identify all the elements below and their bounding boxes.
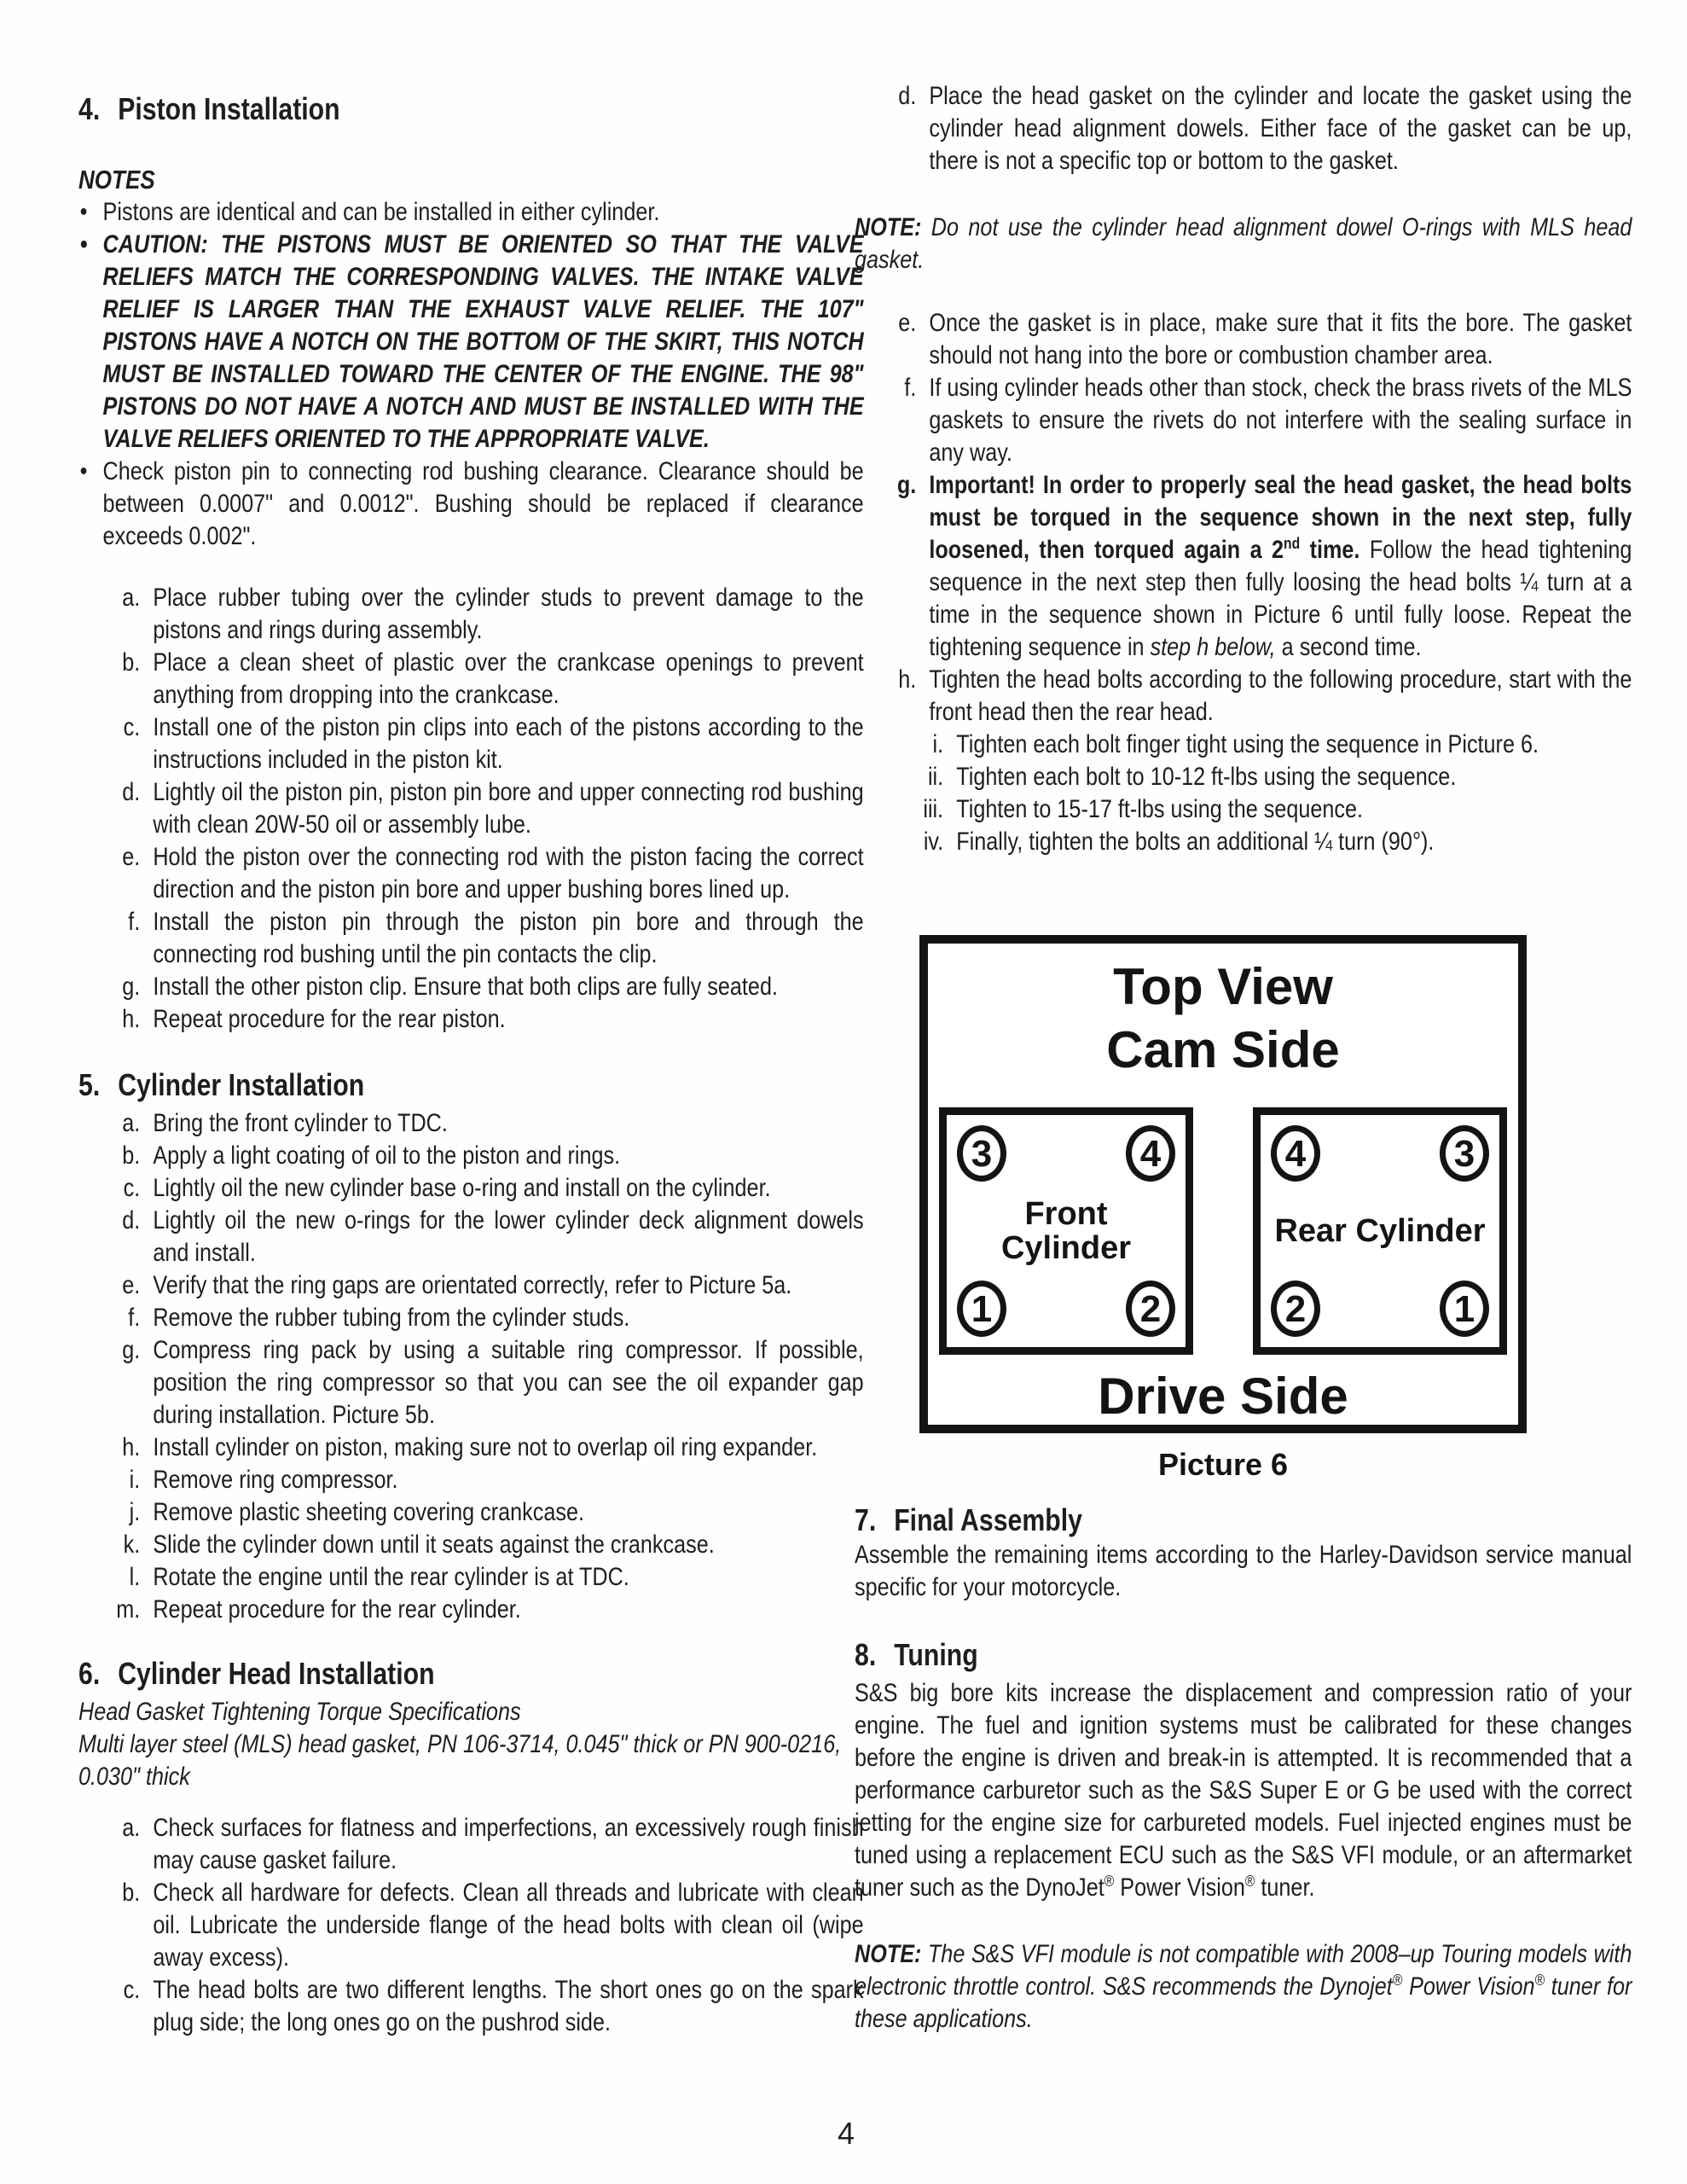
sub-step xyxy=(855,793,1632,826)
instruction-step xyxy=(78,1594,864,1626)
sub-step-text: Tighten to 15-17 ft-lbs using the sequence. xyxy=(956,795,1364,823)
note-label: NOTE: xyxy=(855,1940,922,1968)
instruction-step xyxy=(78,647,864,712)
instruction-step xyxy=(78,1974,864,2039)
step-text: Slide the cylinder down until it seats against the crankcase. xyxy=(153,1531,715,1559)
step-label: f. xyxy=(128,908,141,936)
step-label: c. xyxy=(123,713,141,741)
right-column-top xyxy=(855,80,1632,858)
sub-step xyxy=(855,729,1632,761)
step-label: e. xyxy=(898,309,917,337)
step-text: Remove the rubber tubing from the cylinder studs. xyxy=(153,1304,630,1332)
bolt-number-circle: 4 xyxy=(1126,1125,1175,1182)
right-column-bottom xyxy=(855,1502,1632,2036)
section-number: 6. xyxy=(78,1656,101,1691)
figure-caption: Picture 6 xyxy=(1157,1447,1289,1482)
sub-step-label: iv. xyxy=(923,828,944,856)
step-label: a. xyxy=(122,1109,141,1137)
instruction-step xyxy=(78,1172,864,1205)
sub-step-text: Tighten each bolt finger tight using the sequence in Picture 6. xyxy=(956,730,1539,758)
step-text-plain: a second time. xyxy=(1275,633,1422,661)
bullet-icon: • xyxy=(79,198,88,226)
instruction-step xyxy=(855,664,1632,729)
step-text: Place a clean sheet of plastic over the crankcase openings to prevent anything from dropping into the crankcase. xyxy=(153,648,864,709)
step-label: e. xyxy=(122,1271,141,1299)
torque-sequence-figure xyxy=(919,935,1527,1483)
step-label: f. xyxy=(128,1304,141,1332)
instruction-step xyxy=(78,1561,864,1594)
sub-step-label: ii. xyxy=(927,763,944,791)
section-title: Piston Installation xyxy=(118,91,340,126)
front-bottom-bolts xyxy=(957,1281,1175,1337)
instruction-step xyxy=(78,712,864,776)
instruction-step xyxy=(78,1140,864,1172)
step-label: d. xyxy=(898,82,917,110)
step-text: Remove plastic sheeting covering crankcase. xyxy=(153,1498,585,1526)
step-label: j. xyxy=(129,1498,141,1526)
section-4-steps xyxy=(78,582,864,1036)
rear-cylinder-label: Rear Cylinder xyxy=(1274,1213,1486,1249)
section-4-heading xyxy=(78,90,864,128)
note-bullet xyxy=(78,196,864,229)
step-text xyxy=(929,471,1632,661)
section-8-body xyxy=(855,1677,1632,1904)
rear-cylinder-box xyxy=(1253,1107,1507,1355)
instruction-step xyxy=(78,1003,864,1036)
step-label: h. xyxy=(122,1005,141,1033)
note-text: tuner for these applications. xyxy=(855,1972,1632,2033)
step-text-italic: step h below, xyxy=(1150,633,1276,661)
bolt-number-circle: 3 xyxy=(1440,1125,1489,1182)
section-7-body: Assemble the remaining items according to the Harley-Davidson service manual specific for your motorcycle. xyxy=(855,1541,1632,1601)
instruction-step xyxy=(78,582,864,647)
instruction-step-important xyxy=(855,469,1632,664)
drive-side-label: Drive Side xyxy=(1098,1368,1348,1425)
body-text: Power Vision xyxy=(1114,1873,1245,1902)
section-6-heading xyxy=(78,1655,864,1693)
note-bullet xyxy=(78,456,864,553)
sub-step-label: i. xyxy=(932,730,944,758)
section-6-steps xyxy=(78,1812,864,2039)
step-label: g. xyxy=(896,471,917,499)
bullet-text: Pistons are identical and can be installed in either cylinder. xyxy=(102,198,660,226)
figure-title-line2: Cam Side xyxy=(1106,1021,1340,1078)
rear-top-bolts xyxy=(1271,1125,1489,1182)
section-number: 8. xyxy=(855,1637,877,1672)
sub-step xyxy=(855,826,1632,858)
step-text: Rotate the engine until the rear cylinder is at TDC. xyxy=(153,1563,629,1591)
section-number: 7. xyxy=(855,1502,877,1537)
step-text: Install the other piston clip. Ensure that both clips are fully seated. xyxy=(153,973,778,1001)
instruction-step xyxy=(855,307,1632,372)
step-text: Hold the piston over the connecting rod with the piston facing the correct direction and the piston pin bore and upper bushing bores lined up. xyxy=(153,843,864,903)
instruction-step xyxy=(78,1334,864,1432)
step-label: e. xyxy=(122,843,141,871)
step-label: k. xyxy=(123,1531,141,1559)
step-text: Install the piston pin through the piston pin bore and through the connecting rod bushing until the pin contacts the clip. xyxy=(153,908,864,968)
step-text: Compress ring pack by using a suitable ring compressor. If possible, position the ring compressor so that you can see the oil expander gap during installation. Picture 5b. xyxy=(153,1336,864,1429)
step-label: g. xyxy=(122,973,141,1001)
sub-step-text: Finally, tighten the bolts an additional ¼ turn (90°). xyxy=(956,828,1435,856)
instruction-step xyxy=(78,1205,864,1269)
instruction-step xyxy=(78,841,864,906)
step-text: Place rubber tubing over the cylinder studs to prevent damage to the pistons and rings during assembly. xyxy=(153,584,864,644)
step-text: Lightly oil the new cylinder base o-ring and install on the cylinder. xyxy=(153,1174,771,1202)
step-label: d. xyxy=(122,1206,141,1234)
instruction-step xyxy=(78,971,864,1003)
step-text: Remove ring compressor. xyxy=(153,1466,398,1494)
page-number: 4 xyxy=(837,2116,855,2151)
instruction-step xyxy=(78,1529,864,1561)
step-text: Lightly oil the new o-rings for the lower cylinder deck alignment dowels and install. xyxy=(153,1206,864,1267)
registered-mark: ® xyxy=(1534,1971,1545,1989)
bullet-icon: • xyxy=(79,457,88,485)
step-label: a. xyxy=(122,584,141,612)
torque-spec-line: Head Gasket Tightening Torque Specifications xyxy=(78,1698,521,1726)
caution-text: CAUTION: THE PISTONS MUST BE ORIENTED SO THAT THE VALVE RELIEFS MATCH THE CORRESPONDING VALVES. THE INTAKE VALVE RELIEF IS LARGER THAN THE EXHAUST VALVE RELIEF. THE 107" PISTONS HAVE A NOTCH ON THE BOTTOM OF THE SKIRT, THIS NOTCH MUST BE INSTALLED TOWARD THE CENTER OF THE ENGINE. THE 98" PISTONS DO NOT HAVE A NOTCH AND MUST BE INSTALLED WITH THE VALVE RELIEFS ORIENTED TO THE APPROPRIATE VALVE. xyxy=(102,230,864,453)
torque-spec-line: Multi layer steel (MLS) head gasket, PN 106-3714, 0.045" thick or PN 900-0216, 0.030" thick xyxy=(78,1730,842,1791)
instruction-step xyxy=(855,80,1632,177)
step-text: Place the head gasket on the cylinder and locate the gasket using the cylinder head alignment dowels. Either face of the gasket can be up, there is not a specific top or bottom to the gasket. xyxy=(929,82,1632,175)
step-text: Repeat procedure for the rear piston. xyxy=(153,1005,506,1033)
sub-step xyxy=(855,761,1632,793)
section-title: Tuning xyxy=(894,1637,978,1672)
section-8-heading xyxy=(855,1636,1632,1674)
bolt-number-circle: 2 xyxy=(1271,1281,1320,1337)
step-text: The head bolts are two different lengths. The short ones go on the spark plug side; the long ones go on the pushrod side. xyxy=(153,1976,864,2036)
section-title: Final Assembly xyxy=(894,1502,1082,1537)
section-title: Cylinder Installation xyxy=(118,1067,365,1102)
step-text: Install cylinder on piston, making sure not to overlap oil ring expander. xyxy=(153,1433,818,1461)
step-text: Bring the front cylinder to TDC. xyxy=(153,1109,448,1137)
section-5-heading xyxy=(78,1066,864,1104)
step-label: h. xyxy=(898,665,917,694)
body-text: S&S big bore kits increase the displacement and compression ratio of your engine. The fuel and ignition systems must be calibrated for these changes before the engine is driven and break-in is attempted. It is recommended that a performance carburetor such as the S&S Super E or G be used with the correct jetting for the engine size for carbureted models. Fuel injected engines must be tuned using a replacement ECU such as the S&S VFI module, or an aftermarket tuner such as the DynoJet xyxy=(855,1679,1632,1902)
section-7-heading xyxy=(855,1502,1632,1539)
step-text-bold: time. xyxy=(1300,536,1360,564)
bolt-number-circle: 1 xyxy=(957,1281,1006,1337)
instruction-step xyxy=(78,1496,864,1529)
step-label: f. xyxy=(904,374,917,402)
step-label: b. xyxy=(122,1879,141,1907)
bolt-number-circle: 1 xyxy=(1440,1281,1489,1337)
step-text: Verify that the ring gaps are orientated correctly, refer to Picture 5a. xyxy=(153,1271,792,1299)
note-paragraph xyxy=(855,1938,1632,2036)
instruction-step xyxy=(855,372,1632,469)
front-cylinder-box xyxy=(939,1107,1193,1355)
sub-step-text: Tighten each bolt to 10-12 ft-lbs using the sequence. xyxy=(956,763,1457,791)
step-label: i. xyxy=(129,1466,141,1494)
step-text: If using cylinder heads other than stock, check the brass rivets of the MLS gaskets to ensure the rivets do not interfere with the sealing surface in any way. xyxy=(929,374,1632,467)
bullet-text: Check piston pin to connecting rod bushing clearance. Clearance should be between 0.0007" and 0.0012". Bushing should be replaced if clearance exceeds 0.002". xyxy=(102,457,864,550)
front-cylinder-label: Front Cylinder xyxy=(1000,1196,1132,1266)
step-text: Lightly oil the piston pin, piston pin bore and upper connecting rod bushing with clean 20W-50 oil or assembly lube. xyxy=(153,778,864,839)
caution-bullet xyxy=(78,229,864,456)
instruction-step xyxy=(78,1464,864,1496)
section-5-steps xyxy=(78,1107,864,1626)
instruction-step xyxy=(78,1877,864,1974)
instruction-step xyxy=(78,1812,864,1877)
figure-frame xyxy=(919,935,1527,1433)
bolt-number-circle: 2 xyxy=(1126,1281,1175,1337)
note-label: NOTE: xyxy=(855,213,922,241)
instruction-step xyxy=(78,1107,864,1140)
step-text: Repeat procedure for the rear cylinder. xyxy=(153,1595,521,1623)
note-text: Power Vision xyxy=(1402,1972,1535,2001)
step-label: m. xyxy=(116,1595,141,1623)
section-number: 5. xyxy=(78,1067,101,1102)
step-text: Once the gasket is in place, make sure that it fits the bore. The gasket should not hang into the bore or combustion chamber area. xyxy=(929,309,1632,369)
step-text-plain: Follow the head tightening sequence in the next step then fully loosing the head bolts ¼ turn at a time in the sequence shown in Picture 6 until fully loose. Repeat the tightening sequence in xyxy=(929,536,1632,661)
bullet-icon: • xyxy=(79,230,88,258)
step-label: b. xyxy=(122,1141,141,1170)
instruction-step xyxy=(78,906,864,971)
instruction-step xyxy=(78,1302,864,1334)
sub-step-label: iii. xyxy=(923,795,944,823)
instruction-step xyxy=(78,776,864,841)
left-column xyxy=(78,90,864,2039)
cylinder-row xyxy=(939,1107,1507,1355)
notes-label: NOTES xyxy=(78,165,155,195)
step-label: c. xyxy=(123,1174,141,1202)
registered-mark: ® xyxy=(1392,1971,1403,1989)
step-label: a. xyxy=(122,1814,141,1842)
step-label: g. xyxy=(122,1336,141,1364)
step-label: l. xyxy=(129,1563,141,1591)
rear-bottom-bolts xyxy=(1271,1281,1489,1337)
instruction-step xyxy=(78,1269,864,1302)
figure-title-line1: Top View xyxy=(1113,958,1333,1015)
step-text-bold: Important! In order to properly seal the head gasket, the head bolts must be torqued in the sequence shown in the next step, fully loosened, then torqued again a 2 xyxy=(929,471,1632,564)
ordinal-superscript: nd xyxy=(1284,534,1301,552)
figure-title xyxy=(939,956,1507,1082)
step-text: Install one of the piston pin clips into each of the pistons according to the instructions included in the piston kit. xyxy=(153,713,864,774)
body-text: tuner. xyxy=(1255,1873,1315,1902)
front-top-bolts xyxy=(957,1125,1175,1182)
step-text: Tighten the head bolts according to the following procedure, start with the front head then the rear head. xyxy=(929,665,1632,726)
step-label: d. xyxy=(122,778,141,806)
registered-mark: ® xyxy=(1244,1872,1255,1890)
bolt-number-circle: 3 xyxy=(957,1125,1006,1182)
step-text: Check surfaces for flatness and imperfections, an excessively rough finish may cause gasket failure. xyxy=(153,1814,864,1874)
note-paragraph xyxy=(855,212,1632,276)
step-text: Apply a light coating of oil to the piston and rings. xyxy=(153,1141,621,1170)
section-title: Cylinder Head Installation xyxy=(118,1656,435,1691)
step-label: h. xyxy=(122,1433,141,1461)
registered-mark: ® xyxy=(1104,1872,1115,1890)
instruction-step xyxy=(78,1432,864,1464)
section-number: 4. xyxy=(78,91,101,126)
note-text: The S&S VFI module is not compatible with 2008–up Touring models with electronic throttle control. S&S recommends the Dynojet xyxy=(855,1940,1632,2001)
step-text: Check all hardware for defects. Clean all threads and lubricate with clean oil. Lubricate the underside flange of the head bolts with clean oil (wipe away excess). xyxy=(153,1879,864,1972)
step-label: c. xyxy=(123,1976,141,2004)
bolt-number-circle: 4 xyxy=(1271,1125,1320,1182)
note-text: Do not use the cylinder head alignment dowel O-rings with MLS head gasket. xyxy=(855,213,1632,274)
step-label: b. xyxy=(122,648,141,677)
